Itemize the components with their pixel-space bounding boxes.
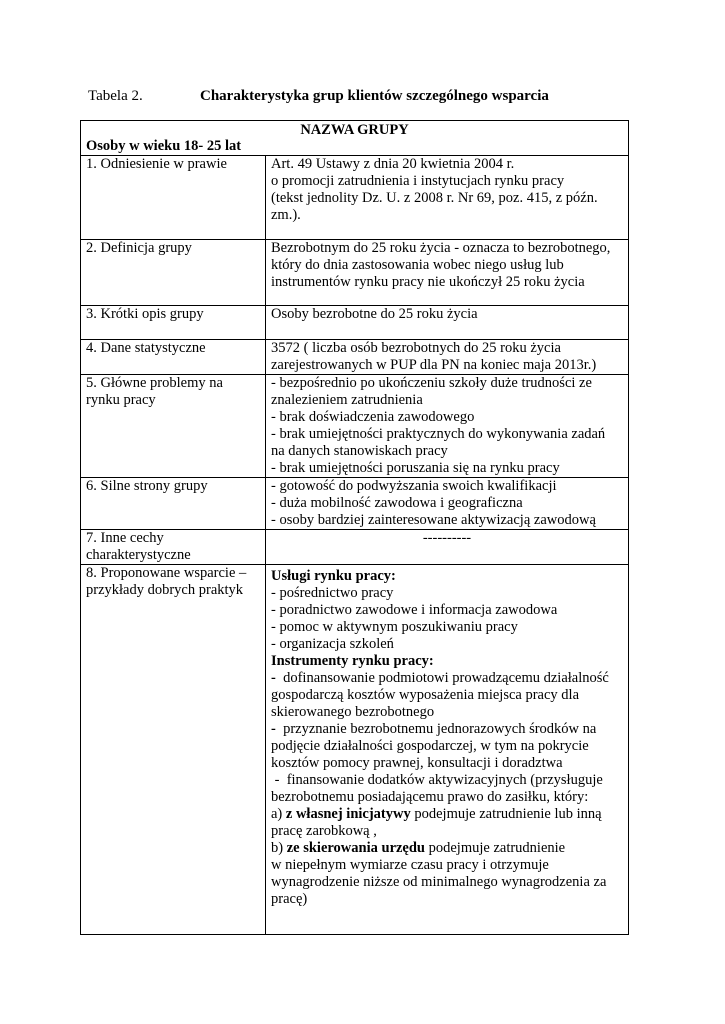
condition-b [271,840,623,857]
row-content-line: - bezpośrednio po ukończeniu szkoły duże trudności ze [271,375,592,391]
instrument-dash: - [271,670,276,686]
condition-b-cont: w niepełnym wymiarze czasu pracy i otrzymuje [271,857,549,873]
row-label-line: 1. Odniesienie w prawie [86,156,227,172]
condition-b-text: podejmuje zatrudnienie [425,840,566,856]
group-header-cell [81,121,629,156]
row-content-line: - brak umiejętności praktycznych do wykonywania zadań [271,426,606,442]
row-content-line: ---------- [422,530,472,546]
instrument-text-line: skierowanego bezrobotnego [271,704,435,720]
instrument-item [271,670,623,687]
instrument-text: przyznanie bezrobotnemu jednorazowych środków na [275,721,597,737]
instrument-item [271,721,623,738]
row-label [81,375,266,478]
group-header-title: NAZWA GRUPY [300,122,409,138]
row-content [266,478,629,530]
row-label [81,156,266,240]
row-content-line: 3572 ( liczba osób bezrobotnych do 25 roku życia [271,340,561,356]
client-groups-table [80,120,629,935]
row-label [81,478,266,530]
row-content-line: - brak umiejętności poruszania się na rynku pracy [271,460,560,476]
row-content [266,306,629,340]
row-content-line: - osoby bardziej zainteresowane aktywizacją zawodową [271,512,596,528]
row-label-line: 5. Główne problemy na [86,375,223,391]
table-row [81,375,629,478]
row-content-line: który do dnia zastosowania wobec niego usług lub [271,257,564,273]
instrument-dash: - [271,721,276,737]
row-content [266,340,629,375]
condition-b-cont: wynagrodzenie niższe od minimalnego wynagrodzenia za [271,874,607,890]
row-label-line: przykłady dobrych praktyk [86,582,244,598]
row-content-line: - duża mobilność zawodowa i geograficzna [271,495,523,511]
row-content-line: - brak doświadczenia zawodowego [271,409,475,425]
service-item: - pomoc w aktywnym poszukiwaniu pracy [271,619,518,635]
instrument-item: - finansowanie dodatków aktywizacyjnych (przysługuje [271,772,603,788]
row-content-line: (tekst jednolity Dz. U. z 2008 r. Nr 69, poz. 415, z późn. [271,190,598,206]
row-label-line: 6. Silne strony grupy [86,478,208,494]
service-item: - pośrednictwo pracy [271,585,394,601]
service-item: - organizacja szkoleń [271,636,394,652]
table-row [81,565,629,935]
table-caption [88,86,549,106]
group-name: Osoby w wieku 18- 25 lat [86,138,242,154]
condition-b-bold: ze skierowania urzędu [286,840,425,856]
row-content [266,530,629,565]
row-label-line: charakterystyczne [86,547,191,563]
instrument-text-line: bezrobotnemu posiadającemu prawo do zasiłku, który: [271,789,589,805]
support-content [266,565,629,935]
row-label-line: 3. Krótki opis grupy [86,306,204,322]
row-label-line: 8. Proponowane wsparcie – [86,565,247,581]
row-content [266,156,629,240]
row-content-line: zarejestrowanych w PUP dla PN na koniec maja 2013r.) [271,357,597,373]
table-row [81,306,629,340]
row-label-line: rynku pracy [86,392,156,408]
row-label [81,565,266,935]
row-content-line: Osoby bezrobotne do 25 roku życia [271,306,478,322]
row-content [266,240,629,306]
instrument-text: dofinansowanie podmiotowi prowadzącemu działalność [275,670,609,686]
table-row [81,156,629,240]
row-content-line: zm.). [271,207,301,223]
row-content-line: Art. 49 Ustawy z dnia 20 kwietnia 2004 r. [271,156,515,172]
condition-a-cont: pracę zarobkową , [271,823,377,839]
row-label [81,240,266,306]
condition-b-cont: pracę) [271,891,308,907]
row-content-line: znalezieniem zatrudnienia [271,392,423,408]
row-content-line: - gotowość do podwyższania swoich kwalifikacji [271,478,557,494]
table-title: Charakterystyka grup klientów szczególnego wsparcia [200,88,549,104]
instrument-text-line: kosztów pomocy prawnej, konsultacji i doradztwa [271,755,563,771]
row-label-line: 7. Inne cechy [86,530,164,546]
row-label [81,340,266,375]
table-header-row [81,121,629,156]
table-row [81,240,629,306]
table-number: Tabela 2. [88,88,143,104]
row-label-line: 4. Dane statystyczne [86,340,206,356]
condition-b-prefix: b) [271,840,287,856]
condition-a-prefix: a) [271,806,286,822]
instrument-text-line: podjęcie działalności gospodarczej, w tym na pokrycie [271,738,589,754]
row-content [266,375,629,478]
row-content-line: Bezrobotnym do 25 roku życia - oznacza to bezrobotnego, [271,240,611,256]
service-item: - poradnictwo zawodowe i informacja zawodowa [271,602,558,618]
condition-a-text: podejmuje zatrudnienie lub inną [410,806,602,822]
instruments-heading: Instrumenty rynku pracy: [271,653,434,669]
services-heading: Usługi rynku pracy: [271,568,396,584]
condition-a-bold: z własnej inicjatywy [285,806,411,822]
table-row [81,530,629,565]
instrument-text-line: gospodarczą kosztów wyposażenia miejsca pracy dla [271,687,580,703]
row-content-line: instrumentów rynku pracy nie ukończył 25 roku życia [271,274,585,290]
row-content-line: na danych stanowiskach pracy [271,443,448,459]
row-label-line: 2. Definicja grupy [86,240,192,256]
condition-a [271,806,623,823]
table-row [81,340,629,375]
row-label [81,306,266,340]
row-label [81,530,266,565]
table-row [81,478,629,530]
row-content-line: o promocji zatrudnienia i instytucjach rynku pracy [271,173,565,189]
